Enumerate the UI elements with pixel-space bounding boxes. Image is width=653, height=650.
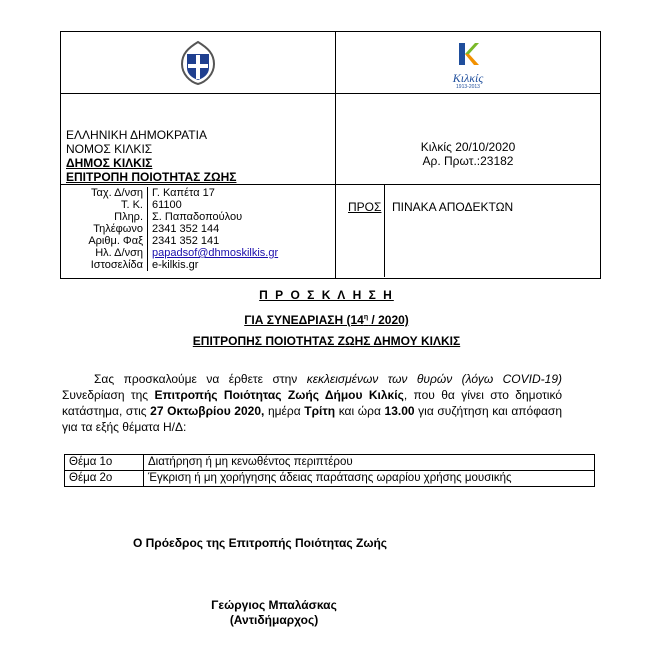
recipient-cell	[336, 185, 601, 279]
signatory-name: Γεώργιος Μπαλάσκας	[211, 598, 337, 612]
contact-label: Ιστοσελίδα	[61, 259, 148, 271]
committee-subtitle: ΕΠΙΤΡΟΠΗΣ ΠΟΙΟΤΗΤΑΣ ΖΩΗΣ ΔΗΜΟΥ ΚΙΛΚΙΣ	[192, 334, 461, 348]
agenda-row	[65, 455, 595, 471]
agenda-row	[65, 471, 595, 487]
signatory-title: (Αντιδήμαρχος)	[229, 613, 319, 627]
seal-cell	[61, 32, 336, 94]
contact-label: Ηλ. Δ/νση	[61, 247, 148, 259]
contact-value: Γ. Καπέτα 17	[152, 187, 215, 199]
agenda-topic-text: Έγκριση ή μη χορήγησης άδειας παράτασης ωραρίου χρήσης μουσικής	[144, 471, 595, 487]
recipient-value: ΠΙΝΑΚΑ ΑΠΟΔΕΚΤΩΝ	[392, 200, 514, 214]
contact-value[interactable]: papadsof@dhmoskilkis.gr	[152, 247, 279, 259]
contact-value: Σ. Παπαδοπούλου	[152, 211, 243, 223]
agenda-topic-number: Θέμα 2ο	[65, 471, 144, 487]
invitation-title: Π Ρ Ο Σ Κ Λ Η Σ Η	[259, 288, 394, 302]
contact-row	[61, 259, 335, 271]
contact-value: e-kilkis.gr	[152, 259, 199, 271]
contact-label: Πληρ.	[61, 211, 148, 223]
recipient-label: ΠΡΟΣ	[348, 200, 382, 214]
municipality-name: ΔΗΜΟΣ ΚΙΛΚΙΣ	[66, 156, 153, 170]
contact-label: Τ. Κ.	[61, 199, 148, 211]
contact-value: 61100	[152, 199, 182, 211]
contact-row	[61, 211, 335, 223]
protocol-number: Αρ. Πρωτ.:23182	[422, 154, 514, 168]
contact-table	[61, 187, 335, 271]
issuer-cell	[61, 94, 336, 185]
letterhead-table	[60, 31, 601, 279]
contact-value: 2341 352 141	[152, 235, 220, 247]
invitation-body: Σας προσκαλούμε να έρθετε στην κεκλεισμένων των θυρών (λόγω COVID-19) Συνεδρίαση της Επιτροπής Ποιότητας Ζωής Δήμου Κιλκίς, που θα γίνει στο δημοτικό κατάστημα, στις 27 Οκτωβρίου 2020, ημέρα Τρίτη και ώρα 13.00 για συζήτηση και απόφαση για τα εξής θέματα Η/Δ:	[62, 372, 563, 434]
issuer-line-1: ΕΛΛΗΝΙΚΗ ΔΗΜΟΚΡΑΤΙΑ	[66, 128, 207, 142]
date-cell	[336, 94, 601, 185]
contact-value: 2341 352 144	[152, 223, 220, 235]
signatory-role: Ο Πρόεδρος της Επιτροπής Ποιότητας Ζωής	[132, 536, 388, 550]
contact-row	[61, 199, 335, 211]
kilkis-k-logo-icon	[456, 41, 480, 67]
agenda-table	[64, 454, 595, 487]
contact-label: Αριθμ. Φαξ	[61, 235, 148, 247]
logo-years: 1913-2013	[456, 84, 480, 90]
logo-cell	[336, 32, 601, 94]
kilkis-logo	[453, 41, 484, 90]
agenda-topic-number: Θέμα 1ο	[65, 455, 144, 471]
meeting-subtitle: ΓΙΑ ΣΥΝΕΔΡΙΑΣΗ $(14^\eta / 2020)$	[244, 313, 409, 327]
committee-name: ΕΠΙΤΡΟΠΗ ΠΟΙΟΤΗΤΑΣ ΖΩΗΣ	[66, 170, 237, 184]
contact-row	[61, 223, 335, 235]
agenda-topic-text: Διατήρηση ή μη κενωθέντος περιπτέρου	[144, 455, 595, 471]
contact-label: Ταχ. Δ/νση	[61, 187, 148, 199]
greek-emblem-icon	[178, 40, 218, 86]
contact-label: Τηλέφωνο	[61, 223, 148, 235]
contact-row	[61, 187, 335, 199]
contact-row	[61, 235, 335, 247]
issuer-line-2: ΝΟΜΟΣ ΚΙΛΚΙΣ	[66, 142, 153, 156]
contact-row	[61, 247, 335, 259]
logo-text: Κιλκίς	[452, 71, 484, 85]
contact-cell	[61, 185, 336, 279]
document-date: Κιλκίς 20/10/2020	[420, 140, 516, 154]
